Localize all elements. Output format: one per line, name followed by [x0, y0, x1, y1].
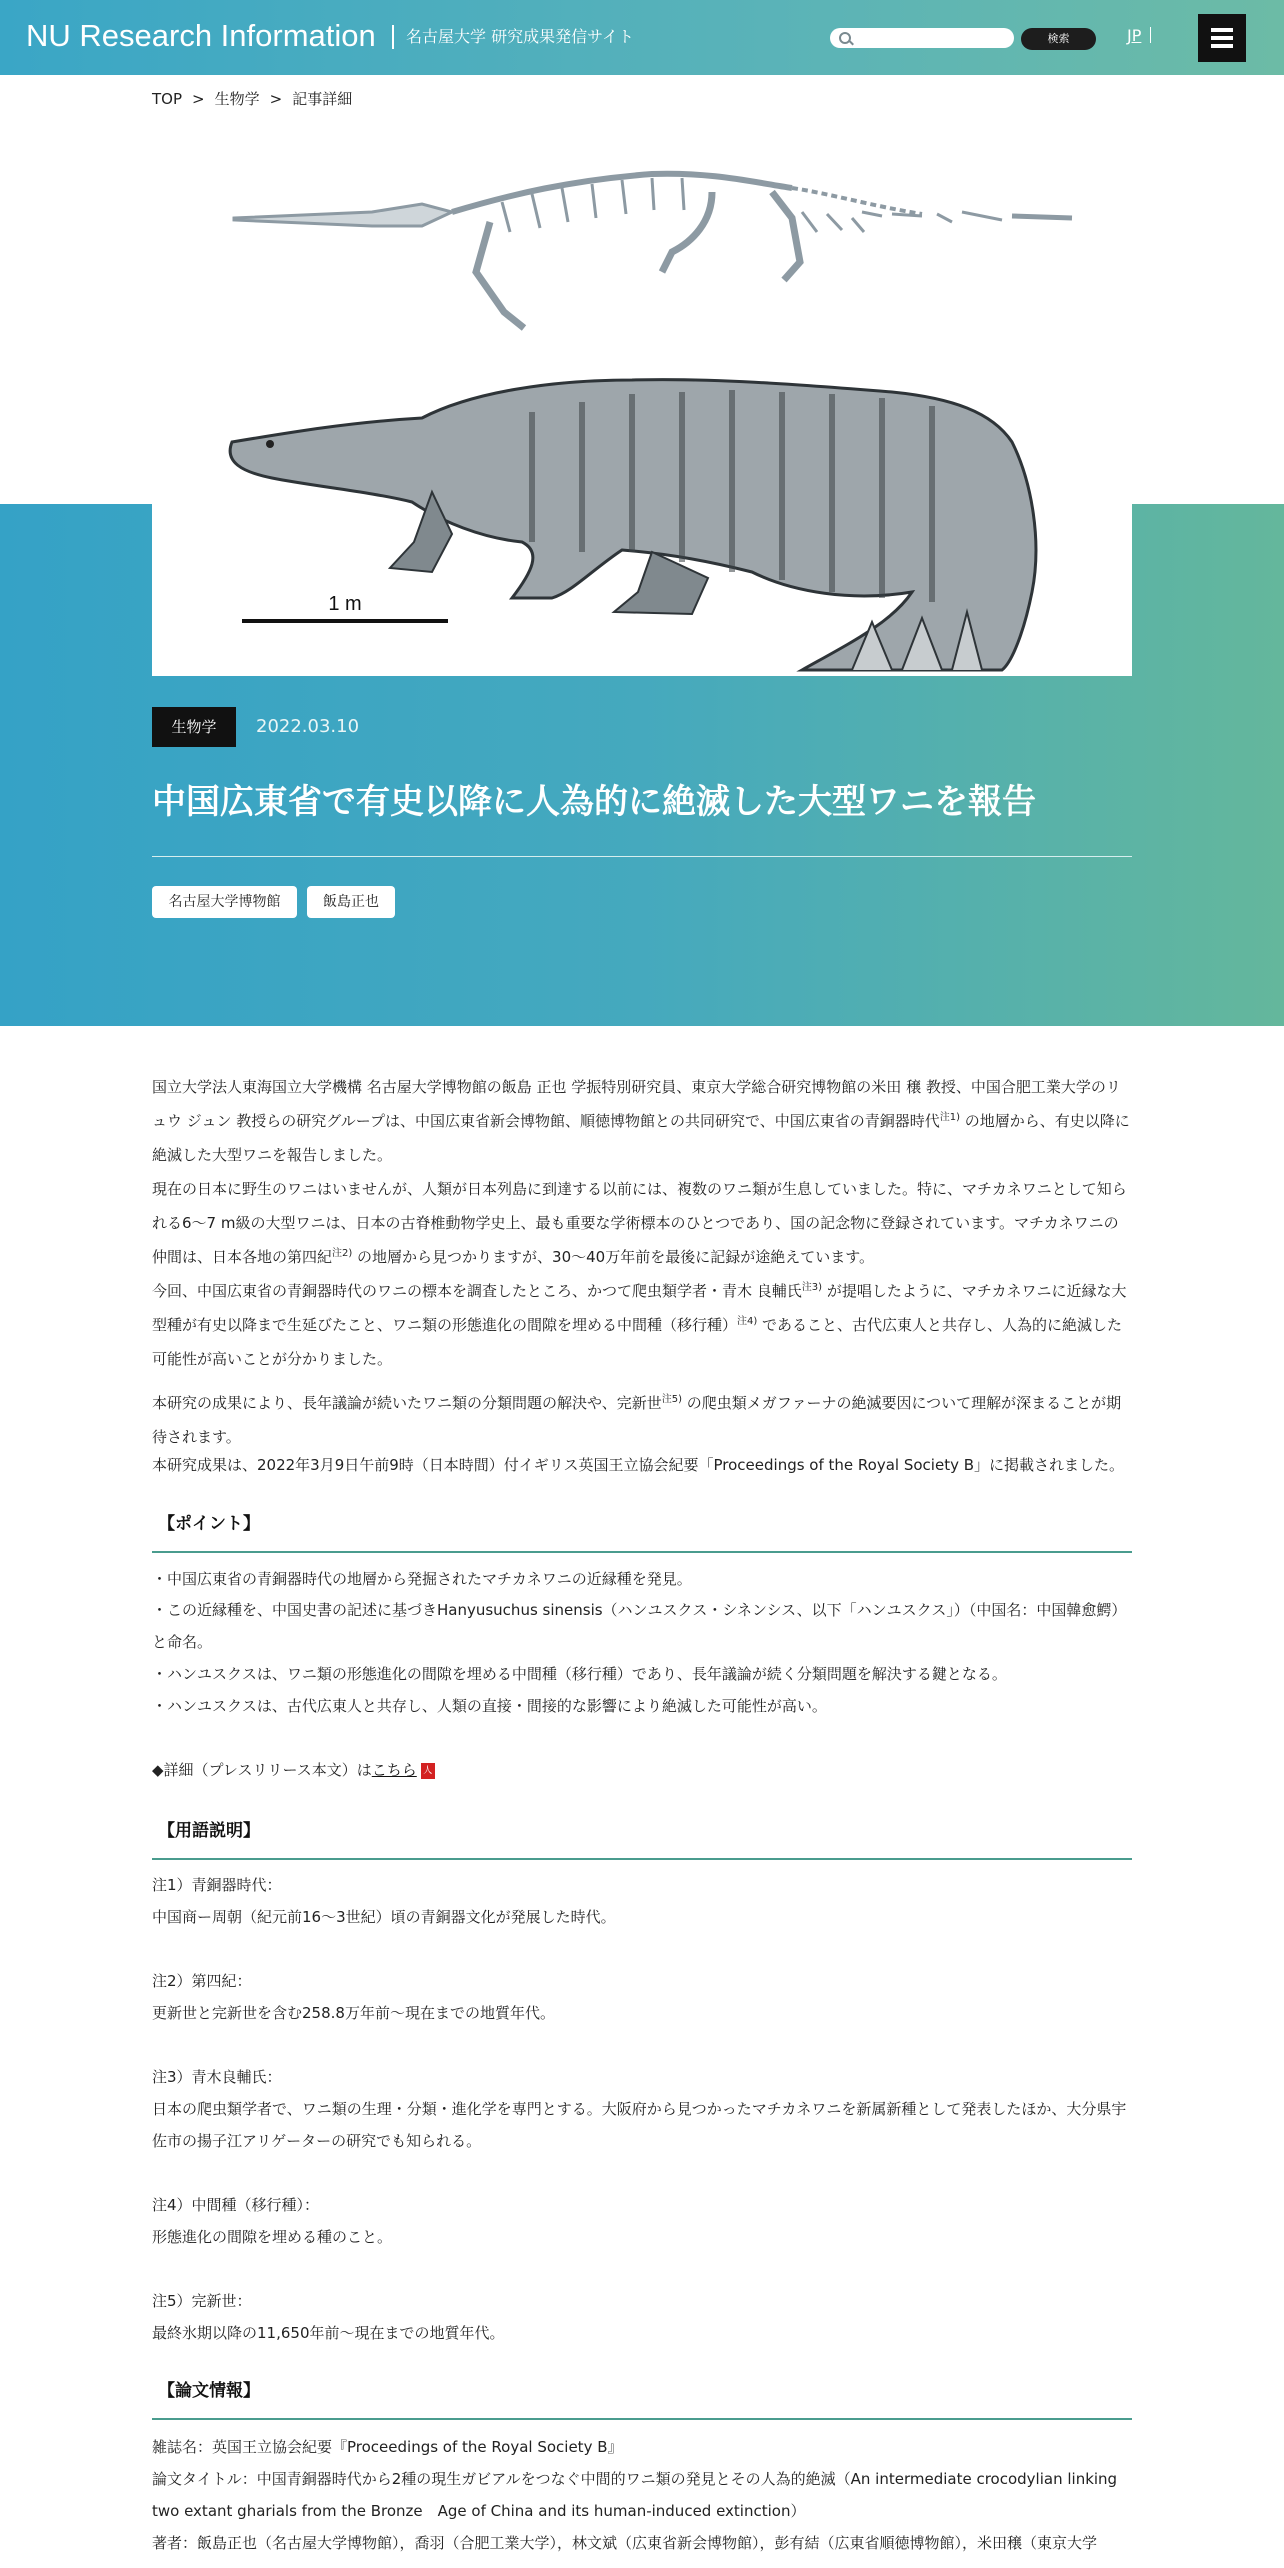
- breadcrumb: TOP > 生物学 > 記事詳細: [152, 90, 353, 108]
- press-release-link[interactable]: こちら: [371, 1761, 417, 1779]
- paper-section-heading: [152, 2372, 1132, 2420]
- point-item: ・この近縁種を、中国史書の記述に基づきHanyusuchus sinensis（ハンユスクス・シネンシス、以下「ハンユスクス」）（中国名：中国韓愈鰐）と命名。: [152, 1601, 1127, 1651]
- glossary-desc: 形態進化の間隙を埋める種のこと。: [152, 2228, 393, 2246]
- intro-paragraph-1: 国立大学法人東海国立大学機構 名古屋大学博物館の飯島 正也 学振特別研究員、東京大学総合研究博物館の米田 穣 教授、中国合肥工業大学のリュウ ジュン 教授らの研究グループは、中国広東省新会博物館、順徳博物館との共同研究で、中国広東省の青銅器時代$^{注1)}$ の地層から、有史以降に絶滅した大型ワニを報告しました。: [152, 1078, 1130, 1164]
- tag-chip[interactable]: 名古屋大学博物館: [152, 886, 297, 918]
- glossary-term: 注4）中間種（移行種）：: [152, 2196, 320, 2214]
- language-switch[interactable]: JP: [1127, 26, 1142, 45]
- scale-bar-label: 1 m: [328, 593, 362, 615]
- points-heading: 【ポイント】: [158, 1514, 260, 1534]
- glossary-term: 注1）青銅器時代：: [152, 1876, 282, 1894]
- scale-bar: [242, 619, 448, 623]
- title-divider: [152, 856, 1132, 857]
- glossary-term: 注3）青木良輔氏：: [152, 2068, 282, 2086]
- paper-journal: 雑誌名：英国王立協会紀要『Proceedings of the Royal Society B』: [152, 2438, 623, 2456]
- breadcrumb-category[interactable]: 生物学: [214, 90, 260, 108]
- glossary-term: 注2）第四紀：: [152, 1972, 252, 1990]
- intro-paragraph-4: 本研究の成果により、長年議論が続いたワニ類の分類問題の解決や、完新世$^{注5)}$ の爬虫類メガファーナの絶滅要因について理解が深まることが期待されます。: [152, 1394, 1122, 1446]
- search-input[interactable]: [830, 28, 1014, 48]
- category-badge[interactable]: 生物学: [152, 707, 236, 747]
- pdf-icon[interactable]: 人: [421, 1763, 435, 1779]
- glossary-desc: 日本の爬虫類学者で、ワニ類の生理・分類・進化学を専門とする。大阪府から見つかったマチカネワニを新属新種として発表したほか、大分県宇佐市の揚子江アリゲーターの研究でも知られる。: [152, 2100, 1127, 2150]
- paper-authors: 著者：飯島正也（名古屋大学博物館），喬羽（合肥工業大学），林文斌（広東省新会博物館），彭有結（広東省順徳博物館），米田穣（東京大学: [152, 2534, 1098, 2552]
- glossary-section-heading: [152, 1812, 1132, 1860]
- breadcrumb-top[interactable]: TOP: [152, 90, 183, 108]
- point-item: ・ハンユスクスは、ワニ類の形態進化の間隙を埋める中間種（移行種）であり、長年議論が続く分類問題を解決する鍵となる。: [152, 1665, 1007, 1683]
- article-main-image: [152, 122, 1132, 676]
- language-divider: [1150, 27, 1151, 43]
- intro-paragraph-3: 今回、中国広東省の青銅器時代のワニの標本を調査したところ、かつて爬虫類学者・青木 良輔氏$^{注3)}$ が提唱したように、マチカネワニに近縁な大型種が有史以降まで生延びたこと、ワニ類の形態進化の間隙を埋める中間種（移行種）$^{注4)}$ であること、古代広東人と共存し、人為的に絶滅した可能性が高いことが分かりました。: [152, 1282, 1127, 1368]
- paper-heading: 【論文情報】: [158, 2381, 260, 2401]
- press-release-detail: [152, 1754, 1132, 1786]
- glossary-desc: 更新世と完新世を含む258.8万年前〜現在までの地質年代。: [152, 2004, 555, 2022]
- glossary-term: 注5）完新世：: [152, 2292, 252, 2310]
- hamburger-menu-icon[interactable]: [1198, 14, 1246, 62]
- glossary-desc: 中国商ー周朝（紀元前16〜3世紀）頃の青銅器文化が発展した時代。: [152, 1908, 616, 1926]
- glossary-desc: 最終氷期以降の11,650年前〜現在までの地質年代。: [152, 2324, 505, 2342]
- points-section-heading: [152, 1505, 1132, 1553]
- intro-paragraph-2: 現在の日本に野生のワニはいませんが、人類が日本列島に到達する以前には、複数のワニ類が生息していました。特に、マチカネワニとして知られる6〜7 m級の大型ワニは、日本の古脊椎動物学史上、最も重要な学術標本のひとつであり、国の記念物に登録されています。マチカネワニの仲間は、日本各地の第四紀$^{注2)}$ の地層から見つかりますが、30〜40万年前を最後に記録が途絶えています。: [152, 1180, 1127, 1266]
- post-date: 2022.03.10: [256, 716, 360, 737]
- article-title: 中国広東省で有史以降に人為的に絶滅した大型ワニを報告: [152, 782, 1036, 822]
- crocodile-illustration: [152, 122, 1132, 676]
- site-title[interactable]: NU Research Information: [26, 18, 376, 53]
- search-icon: [839, 32, 851, 44]
- tag-chip[interactable]: 飯島正也: [307, 886, 395, 918]
- skeleton-figure: [234, 174, 1072, 328]
- paper-title: 論文タイトル：中国青銅器時代から2種の現生ガビアルをつなぐ中間的ワニ類の発見とその人為的絶滅（An intermediate crocodylian linking two extant gharials from the Bronze Age of China and its human-induced extinction）: [152, 2470, 1118, 2520]
- point-item: ・ハンユスクスは、古代広東人と共存し、人類の直接・間接的な影響により絶滅した可能性が高い。: [152, 1697, 827, 1715]
- point-item: ・中国広東省の青銅器時代の地層から発掘されたマチカネワニの近縁種を発見。: [152, 1570, 692, 1588]
- glossary-heading: 【用語説明】: [158, 1821, 260, 1841]
- search-button[interactable]: 検索: [1021, 28, 1096, 50]
- detail-prefix: ◆詳細（プレスリリース本文）は: [152, 1761, 372, 1779]
- site-subtitle: 名古屋大学 研究成果発信サイト: [392, 25, 634, 49]
- breadcrumb-current: 記事詳細: [292, 90, 353, 108]
- intro-paragraph-5: 本研究成果は、2022年3月9日午前9時（日本時間）付イギリス英国王立協会紀要「Proceedings of the Royal Society B」に掲載されました。: [152, 1456, 1125, 1474]
- site-header: [0, 0, 1284, 75]
- crocodile-figure: [230, 380, 1036, 670]
